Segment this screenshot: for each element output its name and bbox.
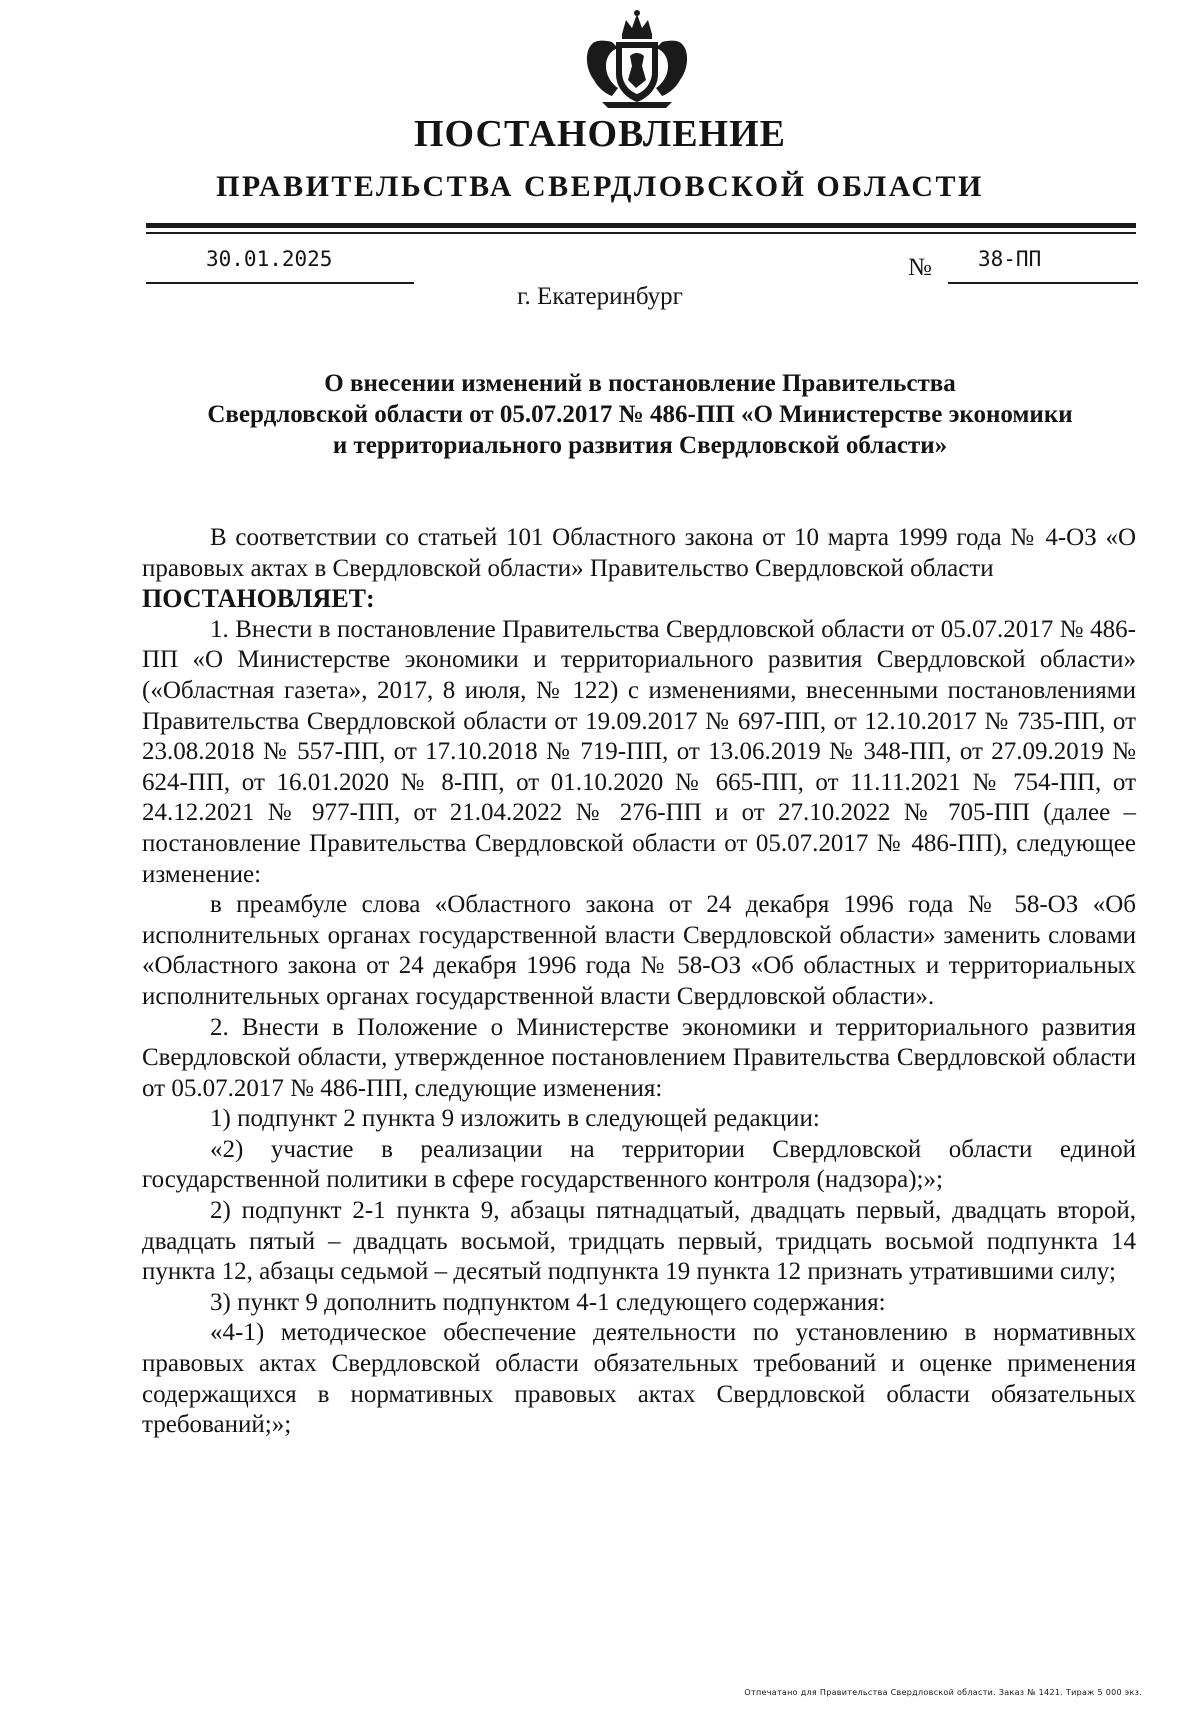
sverdlovsk-coat-of-arms-icon bbox=[578, 8, 696, 110]
header-rule-thick bbox=[146, 223, 1136, 228]
heading-line: О внесении изменений в постановление Правительства bbox=[324, 370, 956, 397]
subitem-2-3-text: «4-1) методическое обеспечение деятельности по установлению в нормативных правовых актах Свердловской области обязательных требований и оценке применения содержащихся в нормативных правовых актах Свердловской области обязательных требований;»; bbox=[142, 1319, 1136, 1439]
subitem-2-1-text: «2) участие в реализации на территории Свердловской области единой государственной политики в сфере государственного контроля (надзора);»; bbox=[142, 1135, 1136, 1194]
heading-line: и территориального развития Свердловской области» bbox=[332, 432, 948, 459]
paragraph-2: 2. Внести в Положение о Министерстве экономики и территориального развития Свердловской области, утвержденное постановлением Правительства Свердловской области от 05.07.2017 № 486-ПП, следующие изменения: bbox=[142, 1013, 1136, 1102]
header-rule-thin bbox=[146, 232, 1136, 234]
document-date: 30.01.2025 bbox=[206, 247, 333, 271]
print-footer: Отпечатано для Правительства Свердловской области. Заказ № 1421. Тираж 5 000 экз. bbox=[744, 1688, 1142, 1697]
document-subtitle: ПРАВИТЕЛЬСТВА СВЕРДЛОВСКОЙ ОБЛАСТИ bbox=[216, 170, 984, 203]
resolve-heading: ПОСТАНОВЛЯЕТ: bbox=[142, 584, 375, 614]
subitem-2-2: 2) подпункт 2-1 пункта 9, абзацы пятнадцатый, двадцать первый, двадцать второй, двадцать пятый – двадцать восьмой, тридцать первый, тридцать восьмой подпункта 14 пункта 12, абзацы седьмой – десятый подпункта 19 пункта 12 признать утратившими силу; bbox=[142, 1197, 1136, 1286]
paragraph-1: 1. Внести в постановление Правительства Свердловской области от 05.07.2017 № 486-ПП «О Министерстве экономики и территориального развития Свердловской области» («Областная газета», 2017, 8 июля, № 122) с изменениями, внесенными постановлениями Правительства Свердловской области от 19.09.2017 № 697-ПП, от 12.10.2017 № 735-ПП, от 23.08.2018 № 557-ПП, от 17.10.2018 № 719-ПП, от 13.06.2019 № 348-ПП, от 27.09.2019 № 624-ПП, от 16.01.2020 № 8-ПП, от 01.10.2020 № 665-ПП, от 11.11.2021 № 754-ПП, от 24.12.2021 № 977-ПП, от 21.04.2022 № 276-ПП и от 27.10.2022 № 705-ПП (далее – постановление Правительства Свердловской области от 05.07.2017 № 486-ПП), следующее изменение: bbox=[142, 615, 1136, 888]
number-sign: № bbox=[908, 254, 932, 281]
intro-paragraph: В соответствии со статьей 101 Областного закона от 10 марта 1999 года № 4-ОЗ «О правовых актах в Свердловской области» Правительство Свердловской области bbox=[142, 524, 1136, 582]
document-body bbox=[142, 523, 1136, 1441]
document-title: ПОСТАНОВЛЕНИЕ bbox=[413, 113, 787, 155]
document-number: 38-ПП bbox=[978, 247, 1042, 271]
subitem-2-3: 3) пункт 9 дополнить подпунктом 4-1 следующего содержания: bbox=[210, 1288, 886, 1316]
document-city: г. Екатеринбург bbox=[517, 283, 683, 310]
heading-line: Свердловской области от 05.07.2017 № 486-ПП «О Министерстве экономики bbox=[207, 401, 1073, 428]
paragraph-1-detail: в преамбуле слова «Областного закона от 24 декабря 1996 года № 58-ОЗ «Об исполнительных органах государственной власти Свердловской области» заменить словами «Областного закона от 24 декабря 1996 года № 58-ОЗ «Об областных и территориальных исполнительных органах государственной власти Свердловской области». bbox=[142, 891, 1136, 1010]
subitem-2-1: 1) подпункт 2 пункта 9 изложить в следующей редакции: bbox=[210, 1105, 820, 1133]
document-heading bbox=[140, 368, 1140, 461]
